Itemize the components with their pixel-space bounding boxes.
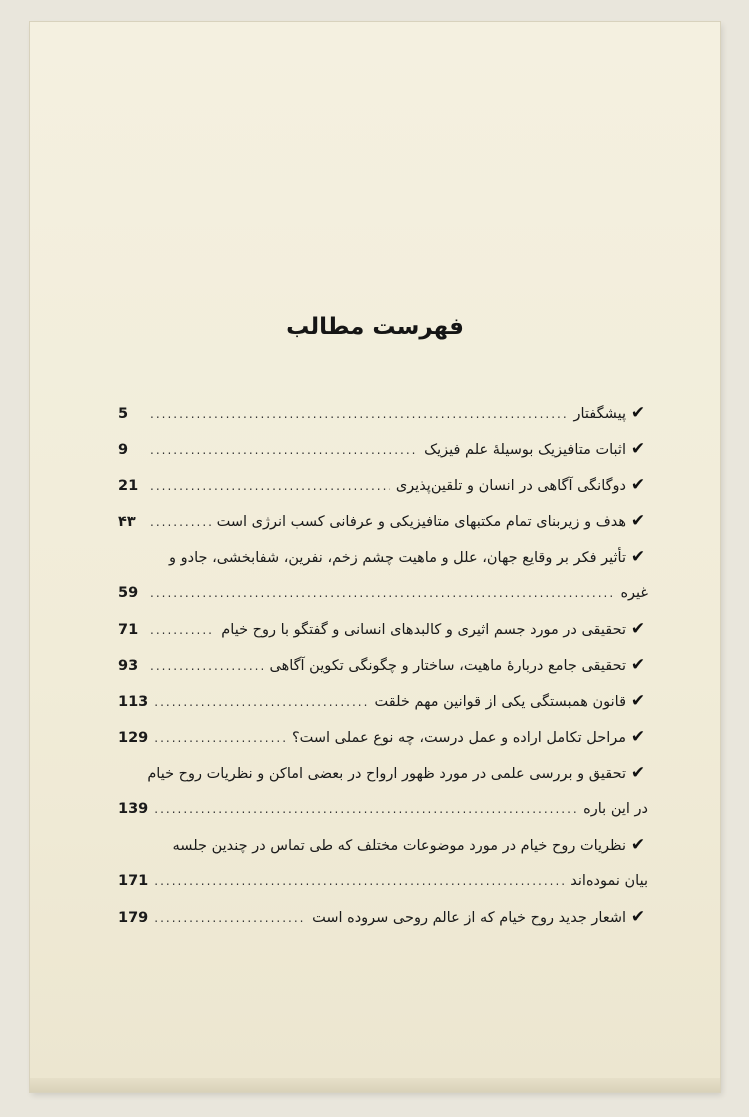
dot-leader — [154, 866, 564, 896]
toc-entry-title: مراحل تکامل اراده و عمل درست، چه نوع عملی است؟ — [291, 730, 626, 746]
toc-entry[interactable] — [118, 830, 648, 866]
dot-leader — [150, 651, 263, 681]
toc-entry-page: 93 — [118, 658, 139, 674]
toc-entry-title-continued: بیان نموده‌اند — [570, 873, 648, 889]
toc-entry-continuation[interactable] — [118, 578, 648, 614]
toc-entry-page: 139 — [118, 801, 149, 817]
toc-entry-page: 171 — [118, 873, 149, 889]
check-icon: ✔ — [630, 727, 646, 747]
check-icon: ✔ — [630, 763, 646, 783]
toc-entry-page: 71 — [118, 622, 139, 638]
check-icon: ✔ — [630, 835, 646, 855]
toc-entry-title: اشعار جدید روح خیام که از عالم روحی سروده است — [312, 910, 626, 926]
toc-entry-title: تحقیق و بررسی علمی در مورد ظهور ارواح در بعضی اماکن و نظریات روح خیام — [147, 766, 626, 782]
toc-entry-page: 129 — [118, 730, 149, 746]
toc-entry-title: تحقیقی جامع دربارهٔ ماهیت، ساختار و چگونگی تکوین آگاهی — [269, 658, 626, 674]
toc-entry-page: 113 — [118, 694, 149, 710]
toc-entry-title: اثبات متافیزیک بوسیلهٔ علم فیزیک — [424, 442, 626, 458]
toc-entry[interactable] — [118, 470, 648, 506]
toc-entry-title: تأثیر فکر بر وقایع جهان، علل و ماهیت چشم زخم، نفرین، شفابخشی، جادو و — [169, 550, 626, 566]
dot-leader — [150, 578, 614, 608]
toc-entry-page: 21 — [118, 478, 139, 494]
toc-entry-page: 5 — [118, 406, 129, 422]
toc-entry[interactable] — [118, 902, 648, 938]
toc-entry-title: تحقیقی در مورد جسم اثیری و کالبدهای انسانی و گفتگو با روح خیام — [221, 622, 626, 638]
dot-leader — [150, 471, 390, 501]
toc-entry-title: پیشگفتار — [573, 406, 626, 422]
check-icon: ✔ — [630, 439, 646, 459]
toc-entry-continuation[interactable] — [118, 866, 648, 902]
toc-entry-page: 9 — [118, 442, 129, 458]
page-title: فهرست مطالب — [286, 314, 464, 340]
toc-entry-title-continued: در این باره — [583, 801, 648, 817]
toc-entry-continuation[interactable] — [118, 794, 648, 830]
toc-entry[interactable] — [118, 434, 648, 470]
toc-entry[interactable] — [118, 506, 648, 542]
check-icon: ✔ — [630, 511, 646, 531]
dot-leader — [150, 435, 418, 465]
toc-entry-title: نظریات روح خیام در مورد موضوعات مختلف که طی تماس در چندین جلسه — [172, 838, 626, 854]
toc-entry-title: دوگانگی آگاهی در انسان و تلقین‌پذیری — [395, 478, 626, 494]
toc-entry-page: 59 — [118, 585, 139, 601]
dot-leader — [150, 507, 211, 537]
book-page — [30, 22, 720, 1092]
toc-entry[interactable] — [118, 542, 648, 578]
check-icon: ✔ — [630, 655, 646, 675]
check-icon: ✔ — [630, 619, 646, 639]
check-icon: ✔ — [630, 475, 646, 495]
dot-leader — [154, 903, 306, 933]
toc-entry-title: قانون همبستگی یکی از قوانین مهم خلقت — [374, 694, 626, 710]
dot-leader — [150, 615, 215, 645]
dot-leader — [154, 687, 368, 717]
toc-entry[interactable] — [118, 650, 648, 686]
toc-entry[interactable] — [118, 686, 648, 722]
toc-entry-page: ۴۳ — [118, 514, 136, 530]
dot-leader — [154, 794, 577, 824]
table-of-contents — [118, 398, 648, 938]
toc-entry-title-continued: غیره — [620, 585, 648, 601]
check-icon: ✔ — [630, 403, 646, 423]
toc-entry[interactable] — [118, 614, 648, 650]
page-bottom-edge — [30, 1078, 720, 1092]
toc-entry[interactable] — [118, 398, 648, 434]
check-icon: ✔ — [630, 691, 646, 711]
check-icon: ✔ — [630, 907, 646, 927]
dot-leader — [150, 399, 568, 429]
toc-entry-title: هدف و زیربنای تمام مکتبهای متافیزیکی و عرفانی کسب انرژی است — [216, 514, 626, 530]
toc-entry[interactable] — [118, 722, 648, 758]
toc-entry-page: 179 — [118, 910, 149, 926]
check-icon: ✔ — [630, 547, 646, 567]
toc-entry[interactable] — [118, 758, 648, 794]
dot-leader — [154, 723, 286, 753]
